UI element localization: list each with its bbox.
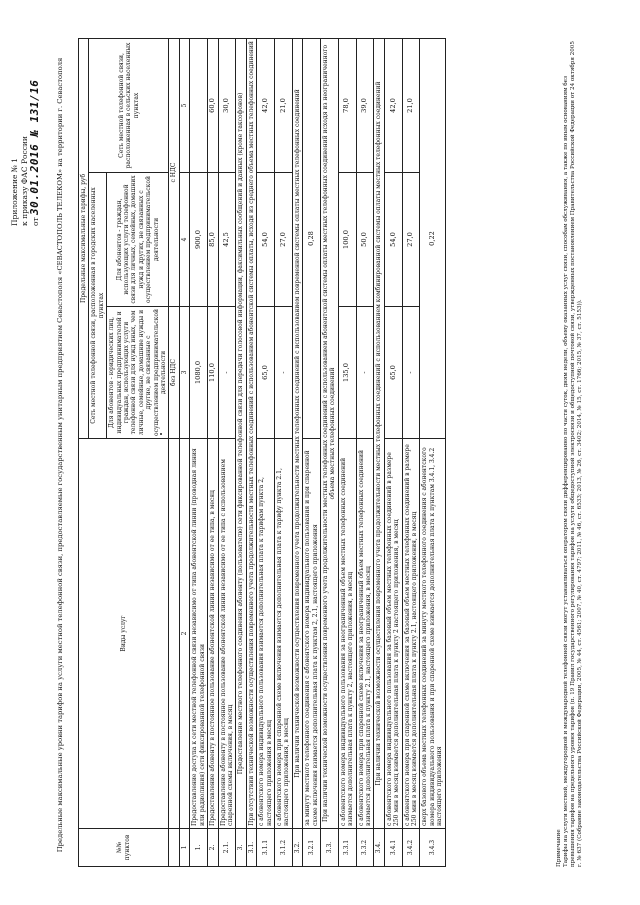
row-service: Предоставление абоненту в постоянное пользование абонентской линии независимо от ее типа с использованием спаренной схемы включения, в месяц	[218, 439, 236, 829]
order-line: к приказу ФАС России	[20, 136, 29, 226]
row-group-title: При наличии технической возможности осуществления повременного учета продолжительности местных телефонных соединений с использованием комбинированной системы оплаты местных телефонных соединений	[374, 38, 384, 828]
row-group-title: При наличии технической возможности осуществления повременного учета продолжительности местных телефонных соединений с использованием абонентской системы оплаты местных телефонных соединений исходя из неограниченного объема местных телефонных соединений	[320, 38, 338, 828]
vat-blank-no	[169, 829, 179, 867]
row-value-a: 65,0	[257, 307, 275, 439]
col-header-group-a: Сеть местной телефонной связи, расположенная в городских населенных пунктах	[89, 173, 107, 439]
index-1: 1	[179, 829, 189, 867]
row-service: сверх базового объема местных телефонных соединений за минуту местного телефонного соединения с абонентского номера индивидуального пользования и при спаренной схеме взимается дополнительная плата к пунктам 3.4.1, 3.4.2 настоящего приложения	[420, 439, 445, 829]
row-value-a: 135,0	[338, 307, 356, 439]
table-row	[190, 38, 208, 866]
notes-section	[556, 39, 584, 867]
vat-header-incl: с НДС	[169, 38, 179, 306]
row-value-merged: 0,28	[303, 38, 321, 438]
index-2: 2	[179, 439, 189, 829]
notes-title: Примечание	[556, 829, 562, 867]
row-value-c: 21,0	[402, 38, 420, 172]
row-service: с абонентского номера при спаренной схеме включения за неограниченный объем местных телефонных соединений взимается дополнительная плата к пункту 2.1, настоящего приложения, в месяц	[356, 439, 374, 829]
row-value-b: 900,0	[190, 173, 208, 307]
row-value-a: -	[402, 307, 420, 439]
index-4: 4	[179, 173, 189, 307]
table-group-row	[246, 38, 256, 866]
notes-text: Тарифы на услуги местной, междугородной и международной телефонной связи могут устанавливаться оператором связи дифференцированно по части суток, дням недели, объему оказанных услуг связи, способам обслуживания, а также по иным основаниям без превышения тарифов на предельного уровня тарифов (п. 19 Правил государственного регулирования тарифов на услуги общедоступной электросвязи и общедоступной почтовой связи, утвержденных постановлением Правительства Российской Федерации от 24 октября 2005 г. № 637 (Собрание законодательства Российской Федерации, 2005, № 44, ст. 4561; 2007, № 40, ст. 4797; 2011, № 46, ст. 6533; 2013, № 26, ст. 3402; 2014, № 15, ст. 1766; 2015, № 37, ст. 5153)).	[563, 41, 583, 867]
row-group-title: При наличии технической возможности осуществления повременного учета продолжительности местных телефонных соединений с использованием повременной системы оплаты местных телефонных соединений	[292, 38, 302, 828]
row-no: 2.1.	[218, 829, 236, 867]
row-service: с абонентского номера при спаренной схеме включения за базовый объем местных телефонных соединений в размере 250 мин в месяц взимается дополнительная плата к пункту 2.1, настоящего приложения, в месяц	[402, 439, 420, 829]
row-no: 2.	[208, 829, 218, 867]
tariff-table	[78, 38, 446, 867]
row-service: Предоставление абоненту в постоянное пользование абонентской линии независимо от ее типа, в месяц	[208, 439, 218, 829]
table-row	[257, 38, 275, 866]
row-service: с абонентского номера индивидуального пользования за неограниченный объем местных телефонных соединений взимается дополнительная плата к пункту 2, настоящего приложения, в месяц	[338, 439, 356, 829]
col-header-a-legal: Для абонентов - юридических лиц, индивидуальных предпринимателей и граждан, использующих услуги телефонной связи для нужд иных, чем личные, семейные, домашние нужды и другие, не связанные с осуществлением предпринимательской деятельности	[107, 307, 169, 439]
row-service: с абонентского номера индивидуального пользования взимается дополнительная плата к тарифам пункта 2, настоящего приложения в месяц	[257, 439, 275, 829]
row-value-c: 60,0	[208, 38, 218, 172]
vat-header-excl: без НДС	[169, 307, 179, 439]
row-group-title: При отсутствии технической возможности осуществления повременного учета продолжительности местных телефонных соединений с использованием абонентской системы оплаты, исходя из среднего объема местных телефонных соединений	[246, 38, 256, 828]
table-group-row	[374, 38, 384, 866]
row-value-c	[190, 38, 208, 172]
row-value-b: 50,0	[356, 173, 374, 307]
row-service: с абонентского номера при спаренной схеме включения взимается дополнительная плата к тарифу пункта 2.1, настоящего приложения, в месяц	[274, 439, 292, 829]
row-value-a: -	[356, 307, 374, 439]
row-no: 3.1.	[246, 829, 256, 867]
row-value-b: 100,0	[338, 173, 356, 307]
row-value-c: 42,0	[384, 38, 402, 172]
row-value-a: 65,0	[384, 307, 402, 439]
row-value-c: 78,0	[338, 38, 356, 172]
row-no: 3.4.3	[420, 829, 445, 867]
table-row	[338, 38, 356, 866]
row-service: Предоставление доступа к сети местной телефонной связи независимо от типа абонентской линии (проводная линия или радиолиния) сети фиксированной телефонной связи	[190, 439, 208, 829]
row-service: за минуту местного телефонного соединения с абонентского номера индивидуального пользования и при спаренной схеме включения взимается дополнительная плата к пунктам 2, 2.1, настоящего приложения	[303, 439, 321, 829]
row-no: 3.2.	[292, 829, 302, 867]
row-service: с абонентского номера индивидуального пользования за базовый объем местных телефонных соединений в размере 250 мин в месяц взимается дополнительная плата к пункту 2 настоящего приложения, в месяц	[384, 439, 402, 829]
appendix-label: Приложение № 1	[10, 157, 19, 226]
row-group-title: Предоставление местного телефонного соединения абоненту (пользователю) сети фиксированной телефонной связи для передачи голосовой информации, факсимильных сообщений и данных (кроме таксофонов)	[236, 38, 246, 828]
row-value-a: -	[218, 307, 236, 439]
col-header-service: Виды услуг	[79, 439, 169, 829]
row-value-b: 85,0	[208, 173, 218, 307]
row-no: 3.	[236, 829, 246, 867]
table-row	[384, 38, 402, 866]
table-row	[303, 38, 321, 866]
order-reference	[30, 26, 41, 226]
row-value-c: 42,0	[257, 38, 275, 172]
row-value-c: 39,0	[356, 38, 374, 172]
row-value-b: 27,0	[274, 173, 292, 307]
scan-speck	[160, 433, 162, 435]
table-group-row	[320, 38, 338, 866]
table-row	[218, 38, 236, 866]
row-value-merged: 0,22	[420, 38, 445, 438]
row-value-b: 54,0	[257, 173, 275, 307]
table-row	[208, 38, 218, 866]
row-no: 3.3.1	[338, 829, 356, 867]
row-no: 1.	[190, 829, 208, 867]
row-value-a: 1080,0	[190, 307, 208, 439]
index-5: 5	[179, 38, 189, 172]
table-group-row	[236, 38, 246, 866]
row-value-c: 30,0	[218, 38, 236, 172]
row-no: 3.3.2	[356, 829, 374, 867]
row-value-a: 110,0	[208, 307, 218, 439]
col-header-group-b: Сеть местной телефонной связи, расположенная в сельских населенных пунктах	[89, 38, 169, 172]
table-row	[402, 38, 420, 866]
table-row	[356, 38, 374, 866]
table-row	[274, 38, 292, 866]
row-no: 3.2.1	[303, 829, 321, 867]
row-no: 3.3.	[320, 829, 338, 867]
index-3: 3	[179, 307, 189, 439]
row-no: 3.4.1	[384, 829, 402, 867]
table-row	[420, 38, 445, 866]
row-value-a: -	[274, 307, 292, 439]
table-group-row	[292, 38, 302, 866]
approval-header	[10, 26, 41, 226]
row-no: 3.1.2	[274, 829, 292, 867]
row-value-b: 54,0	[384, 173, 402, 307]
row-no: 3.1.1	[257, 829, 275, 867]
col-header-no: №№ пунктов	[79, 829, 169, 867]
document-title: Предельные максимальные уровни тарифов на услуги местной телефонной связи, предоставляемые государственным унитарным предприятием Севастополя «СЕВАСТОПОЛЬ ТЕЛЕКОМ» на территории г. Севастополя	[56, 57, 64, 853]
col-header-a-citizen: Для абонентов - граждан, использующих услуги телефонной связи для личных, семейных, домашних нужд и других, не связанных с осуществлением предпринимательской деятельности	[107, 173, 169, 307]
order-ref-handwritten: 30.01.2016 № 131/16	[28, 79, 41, 215]
row-value-b: 42,5	[218, 173, 236, 307]
col-header-tariffs: Предельные максимальные тарифы, руб	[79, 38, 89, 438]
row-value-b: 27,0	[402, 173, 420, 307]
vat-blank-service	[169, 439, 179, 829]
row-value-c: 21,0	[274, 38, 292, 172]
row-no: 3.4.	[374, 829, 384, 867]
order-ref-prefix: от	[31, 217, 40, 226]
row-no: 3.4.2	[402, 829, 420, 867]
